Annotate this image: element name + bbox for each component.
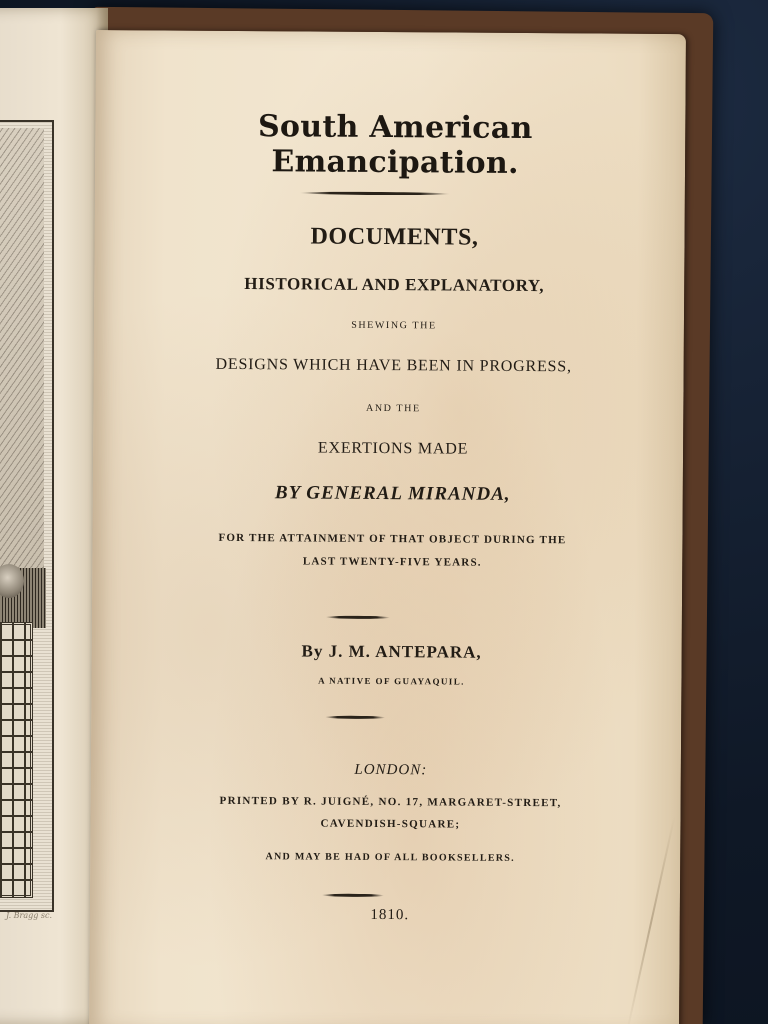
engraving-fret-ornament xyxy=(0,622,33,898)
title-page xyxy=(89,30,686,1024)
subtitle: HISTORICAL AND EXPLANATORY, xyxy=(244,274,545,296)
engraver-signature: J. Bragg sc. xyxy=(6,911,53,920)
ornamental-rule-middle xyxy=(326,616,390,619)
ornamental-rule-lower xyxy=(325,716,385,719)
author-note: A NATIVE OF GUAYAQUIL. xyxy=(318,675,465,687)
place-line: LONDON: xyxy=(354,761,428,779)
miranda-line: BY GENERAL MIRANDA, xyxy=(274,482,511,505)
main-title: DOCUMENTS, xyxy=(310,223,479,251)
engraving-hatching xyxy=(0,128,44,568)
series-title: South American Emancipation. xyxy=(257,109,533,181)
year-line: 1810. xyxy=(370,906,410,924)
and-the-line: AND THE xyxy=(366,402,421,415)
purpose-line-2: LAST TWENTY-FIVE YEARS. xyxy=(302,555,482,569)
author-line: By J. M. ANTEPARA, xyxy=(301,641,482,662)
printer-line-2: CAVENDISH-SQUARE; xyxy=(320,817,461,831)
booksellers-line: AND MAY BE HAD OF ALL BOOKSELLERS. xyxy=(265,851,516,864)
portrait-engraving xyxy=(0,120,54,912)
designs-line: DESIGNS WHICH HAVE BEEN IN PROGRESS, xyxy=(215,355,572,376)
shewing-line: SHEWING THE xyxy=(351,319,437,332)
ornamental-rule-bottom xyxy=(322,894,384,897)
purpose-line-1: FOR THE ATTAINMENT OF THAT OBJECT DURING THE xyxy=(218,531,567,547)
exertions-line: EXERTIONS MADE xyxy=(317,439,469,458)
ornamental-rule-top xyxy=(300,191,450,195)
printer-line-1: PRINTED BY R. JUIGNÉ, NO. 17, MARGARET-STREET, xyxy=(219,794,562,810)
